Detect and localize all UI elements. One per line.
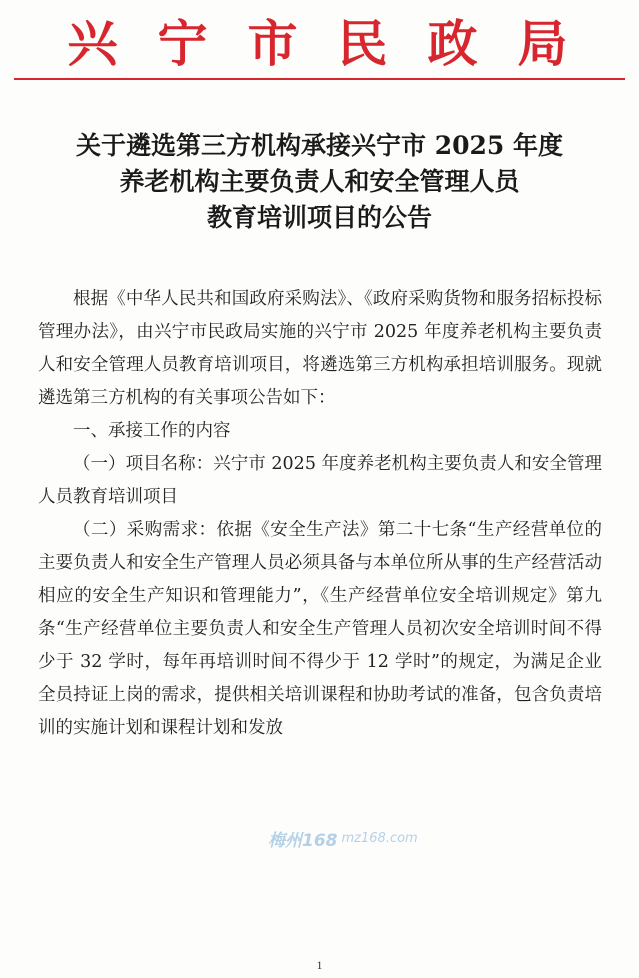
item-project-name: （一）项目名称：兴宁市 2025 年度养老机构主要负责人和安全管理人员教育培训项目: [38, 454, 602, 507]
heading-line-1: 关于遴选第三方机构承接兴宁市 2025 年度: [76, 131, 563, 160]
issuing-authority-title: 兴宁市民政局: [67, 14, 608, 73]
heading-line-3: 教育培训项目的公告: [206, 203, 432, 232]
heading-line-2: 养老机构主要负责人和安全管理人员: [119, 167, 520, 196]
page-number: 1: [316, 958, 323, 972]
watermark-name: 梅州168: [268, 831, 338, 851]
masthead: [0, 0, 639, 84]
item-procurement-requirements: （二）采购需求：依据《安全生产法》第二十七条“生产经营单位的主要负责人和安全生产管理人员必须具备与本单位所从事的生产经营活动相应的安全生产知识和管理能力”，《生产经营单位安全培训规定》第九条“生产经营单位主要负责人和安全生产管理人员初次安全培训时间不得少于 32 学时，每年再培训时间不得少于 12 学时”的规定，为满足企业全员持证上岗的需求，提供相关培训课程和协助考试的准备，包含负责培训的实施计划和课程计划和发放: [38, 520, 602, 738]
document-heading: [0, 128, 639, 236]
document-body: [38, 283, 602, 745]
site-watermark: [268, 826, 418, 851]
intro-paragraph: 根据《中华人民共和国政府采购法》、《政府采购货物和服务招标投标管理办法》，由兴宁市民政局实施的兴宁市 2025 年度养老机构主要负责人和安全管理人员教育培训项目，将遴选第三方机构承担培训服务。现就遴选第三方机构的有关事项公告如下：: [38, 289, 602, 408]
section-heading-1: 一、承接工作的内容: [73, 421, 231, 441]
watermark-domain: mz168.com: [341, 831, 418, 846]
masthead-red-rule: [14, 78, 625, 80]
